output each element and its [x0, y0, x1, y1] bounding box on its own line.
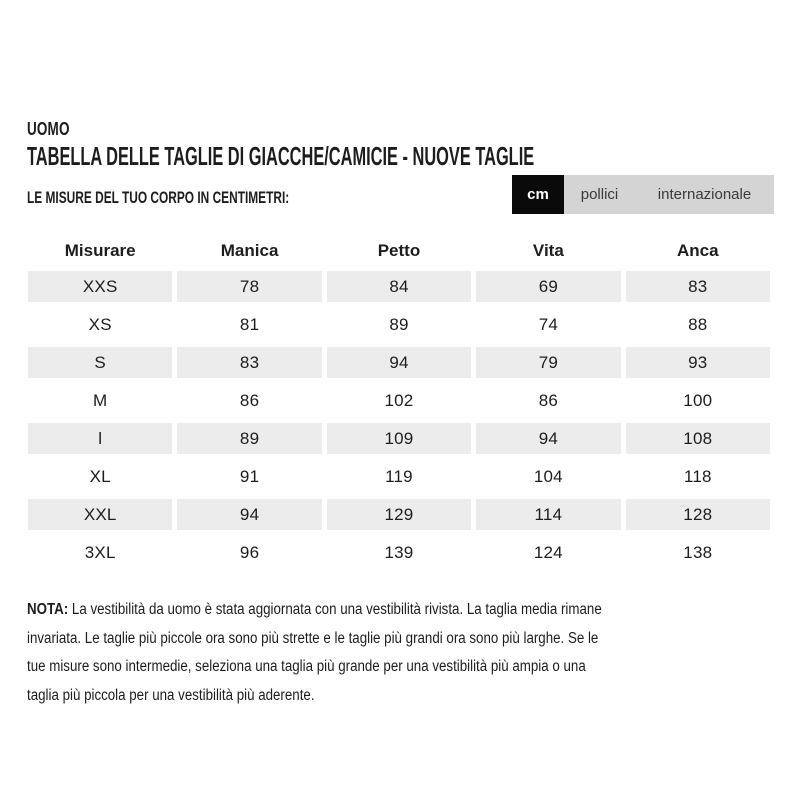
- note-line-3: [27, 653, 695, 682]
- table-row-xxl: [28, 499, 770, 530]
- size-cell: 83: [626, 271, 770, 302]
- table-row-xs: [28, 309, 770, 340]
- size-table: [23, 231, 775, 575]
- size-label: XXL: [28, 499, 172, 530]
- size-cell: 86: [538, 390, 559, 410]
- size-label: XL: [89, 466, 111, 486]
- note-line-3-text: tue misure sono intermedie, seleziona una taglia più grande per una vestibilità più ampia o una: [27, 658, 586, 675]
- size-cell: 89: [389, 314, 409, 334]
- size-cell: 100: [683, 390, 713, 410]
- size-cell: 93: [626, 347, 770, 378]
- size-cell: 94: [177, 499, 321, 530]
- unit-tab-pollici-label: pollici: [580, 186, 619, 203]
- size-cell: 84: [327, 271, 471, 302]
- size-label: 3XL: [84, 542, 116, 562]
- size-cell: 89: [177, 423, 321, 454]
- units-subtitle-text: LE MISURE DEL TUO CORPO IN CENTIMETRI:: [27, 188, 290, 207]
- column-header-manica: Manica: [220, 241, 279, 260]
- table-row-xl: [28, 461, 770, 492]
- page-title: [27, 141, 800, 172]
- size-cell: 129: [327, 499, 471, 530]
- size-label: XS: [88, 314, 112, 334]
- size-cell: 83: [177, 347, 321, 378]
- column-header-vita: Vita: [532, 241, 564, 260]
- note-line-2-text: invariata. Le taglie più piccole ora sono più strette e le taglie più grandi ora sono più larghe. Se le: [27, 629, 599, 647]
- size-cell: 81: [239, 314, 260, 334]
- column-header-petto: Petto: [377, 241, 421, 260]
- category-label: [27, 119, 84, 140]
- note-text: [27, 596, 695, 710]
- unit-tab-cm[interactable]: [512, 175, 564, 214]
- size-label: XXS: [28, 271, 172, 302]
- unit-tab-pollici[interactable]: [564, 175, 635, 214]
- size-label: M: [93, 390, 108, 410]
- page-title-text: TABELLA DELLE TAGLIE DI GIACCHE/CAMICIE - NUOVE TAGLIE: [27, 141, 535, 171]
- note-line-2: [27, 625, 695, 654]
- size-cell: 114: [476, 499, 620, 530]
- size-cell: 119: [385, 466, 413, 486]
- note-line-4: [27, 682, 695, 711]
- note-line-4-text: taglia più piccola per una vestibilità più aderente.: [27, 686, 315, 704]
- unit-tab-cm-label: cm: [527, 186, 549, 203]
- size-cell: 94: [476, 423, 620, 454]
- size-cell: 94: [327, 347, 471, 378]
- note-label: NOTA:: [27, 601, 69, 618]
- size-cell: 128: [626, 499, 770, 530]
- size-cell: 108: [626, 423, 770, 454]
- units-subtitle: [27, 188, 402, 208]
- table-row-m: [28, 385, 770, 416]
- size-table-header: [28, 238, 770, 264]
- size-cell: 91: [239, 466, 260, 486]
- note-line-1-text: La vestibilità da uomo è stata aggiornata con una vestibilità rivista. La taglia media rimane: [71, 601, 602, 618]
- size-cell: 124: [533, 542, 563, 562]
- unit-tab-internazionale[interactable]: [635, 175, 774, 214]
- size-cell: 86: [239, 390, 260, 410]
- size-cell: 96: [239, 542, 260, 562]
- size-cell: 139: [384, 542, 414, 562]
- size-label: l: [28, 423, 172, 454]
- note-line-1: [27, 596, 695, 625]
- table-row-xxs: [28, 271, 770, 302]
- size-cell: 74: [538, 314, 559, 334]
- column-header-misurare: Misurare: [64, 241, 136, 260]
- size-cell: 104: [533, 466, 563, 486]
- unit-tab-internazionale-label: internazionale: [657, 186, 752, 203]
- size-label: S: [28, 347, 172, 378]
- size-cell: 69: [476, 271, 620, 302]
- size-cell: 78: [177, 271, 321, 302]
- size-table-body: [28, 271, 770, 568]
- category-label-text: UOMO: [27, 119, 70, 139]
- unit-tab-bar: [512, 175, 774, 214]
- size-cell: 138: [683, 542, 713, 562]
- table-row-3xl: [28, 537, 770, 568]
- header-row: [28, 238, 770, 264]
- table-row-s: [28, 347, 770, 378]
- table-row-l: [28, 423, 770, 454]
- size-cell: 109: [327, 423, 471, 454]
- column-header-anca: Anca: [676, 241, 719, 260]
- size-cell: 118: [683, 466, 712, 486]
- size-cell: 88: [688, 314, 708, 334]
- size-cell: 79: [476, 347, 620, 378]
- size-cell: 102: [384, 390, 414, 410]
